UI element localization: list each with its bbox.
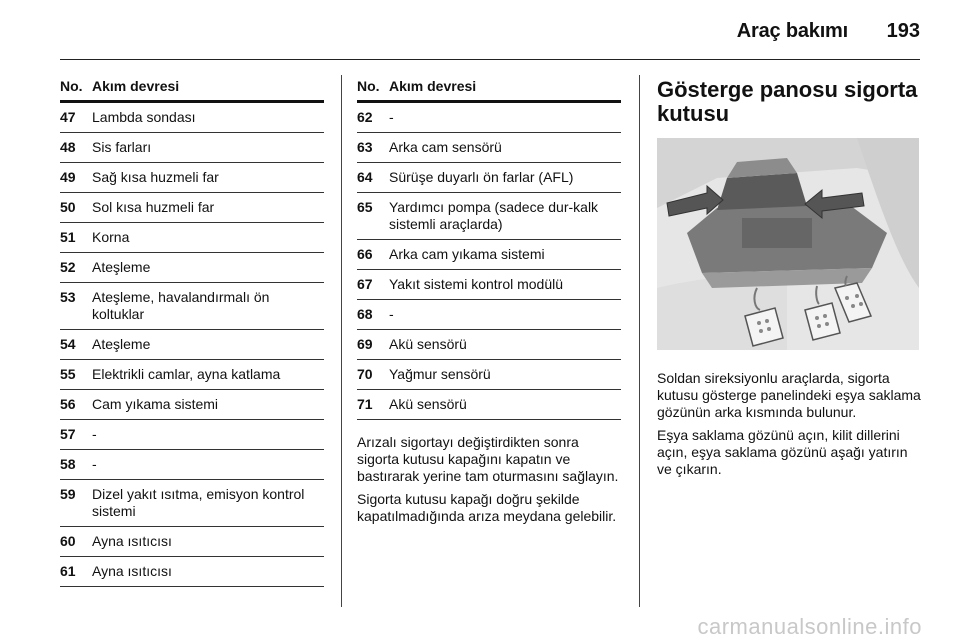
table-row xyxy=(60,330,324,360)
fuse-number: 56 xyxy=(60,396,76,412)
middle-column xyxy=(357,78,621,531)
circuit-name: Sürüşe duyarlı ön farlar (AFL) xyxy=(389,169,574,185)
header-rule xyxy=(60,59,920,60)
fuse-number: 62 xyxy=(357,109,373,125)
table-row xyxy=(357,193,621,240)
table-row xyxy=(357,133,621,163)
table-row xyxy=(60,223,324,253)
circuit-name: Sol kısa huzmeli far xyxy=(92,199,215,215)
table-row xyxy=(60,420,324,450)
fuse-number: 63 xyxy=(357,139,373,155)
no-header: No. xyxy=(60,78,83,94)
circuit-name: Arka cam yıkama sistemi xyxy=(389,246,545,262)
circuit-header: Akım devresi xyxy=(92,78,180,94)
circuit-name: Yağmur sensörü xyxy=(389,366,491,382)
table-row xyxy=(60,253,324,283)
fuse-number: 48 xyxy=(60,139,76,155)
table-row xyxy=(357,163,621,193)
fuse-number: 49 xyxy=(60,169,76,185)
circuit-name: - xyxy=(92,456,97,472)
table-row xyxy=(60,360,324,390)
paragraph: Soldan sireksiyonlu araçlarda, sigorta kutusu gösterge panelindeki eşya saklama gözünün arka kısmında bulunur. xyxy=(657,370,921,420)
table-row xyxy=(60,283,324,330)
table-row xyxy=(60,103,324,133)
paragraph: Arızalı sigortayı değiştirdikten sonra sigorta kutusu kapağını kapatın ve bastırarak yerine tam oturmasını sağlayın. xyxy=(357,434,619,484)
column-divider xyxy=(341,75,342,607)
table-row xyxy=(60,557,324,587)
fuse-number: 66 xyxy=(357,246,373,262)
paragraph: Sigorta kutusu kapağı doğru şekilde kapatılmadığında arıza meydana gelebilir. xyxy=(357,491,617,524)
circuit-name: Sağ kısa huzmeli far xyxy=(92,169,219,185)
circuit-name: Korna xyxy=(92,229,130,245)
circuit-name: Sis farları xyxy=(92,139,152,155)
table-row xyxy=(60,480,324,527)
fuse-number: 61 xyxy=(60,563,76,579)
circuit-name: Ateşleme xyxy=(92,259,151,275)
table-row xyxy=(357,270,621,300)
fuse-box-illustration xyxy=(657,138,919,350)
watermark: carmanualsonline.info xyxy=(697,614,922,639)
section-title: Gösterge panosu sigorta kutusu xyxy=(657,77,918,126)
fuse-number: 55 xyxy=(60,366,76,382)
fuse-number: 54 xyxy=(60,336,76,352)
fuse-number: 65 xyxy=(357,199,373,215)
table-row xyxy=(357,360,621,390)
circuit-name: Ateşleme xyxy=(92,336,151,352)
fuse-number: 60 xyxy=(60,533,76,549)
table-row xyxy=(60,133,324,163)
fuse-number: 71 xyxy=(357,396,373,412)
fuse-number: 64 xyxy=(357,169,373,185)
circuit-name: - xyxy=(92,426,97,442)
left-fuse-table xyxy=(60,78,324,587)
fuse-number: 47 xyxy=(60,109,76,125)
fuse-number: 50 xyxy=(60,199,76,215)
fuse-number: 59 xyxy=(60,486,76,502)
paragraph: Eşya saklama gözünü açın, kilit dillerini açın, eşya saklama gözünü aşağı yatırın ve çıkarın. xyxy=(657,427,908,477)
circuit-name: Akü sensörü xyxy=(389,396,467,412)
no-header: No. xyxy=(357,78,380,94)
circuit-name: Yardımcı pompa (sadece dur-kalk sistemli araçlarda) xyxy=(389,199,599,232)
table-header xyxy=(60,78,324,103)
circuit-name: Lambda sondası xyxy=(92,109,196,125)
right-column xyxy=(657,78,922,484)
fuse-number: 69 xyxy=(357,336,373,352)
circuit-name: Dizel yakıt ısıtma, emisyon kontrol sistemi xyxy=(92,486,305,519)
fuse-number: 53 xyxy=(60,289,76,305)
fuse-number: 70 xyxy=(357,366,373,382)
circuit-name: Ateşleme, havalandırmalı ön koltuklar xyxy=(92,289,270,322)
table-row xyxy=(357,390,621,420)
table-header xyxy=(357,78,621,103)
circuit-name: Elektrikli camlar, ayna katlama xyxy=(92,366,281,382)
page-number: 193 xyxy=(886,20,920,42)
fuse-number: 67 xyxy=(357,276,373,292)
circuit-name: Ayna ısıtıcısı xyxy=(92,533,172,549)
table-row xyxy=(60,390,324,420)
table-row xyxy=(357,330,621,360)
page-header xyxy=(0,0,960,60)
circuit-name: - xyxy=(389,306,394,322)
circuit-name: Arka cam sensörü xyxy=(389,139,502,155)
table-row xyxy=(357,240,621,270)
header-title: Araç bakımı xyxy=(736,20,848,42)
column-divider xyxy=(639,75,640,607)
circuit-name: Cam yıkama sistemi xyxy=(92,396,219,412)
circuit-header: Akım devresi xyxy=(389,78,477,94)
table-row xyxy=(60,450,324,480)
circuit-name: - xyxy=(389,109,394,125)
fuse-number: 51 xyxy=(60,229,76,245)
table-row xyxy=(60,163,324,193)
fuse-number: 52 xyxy=(60,259,76,275)
fuse-number: 58 xyxy=(60,456,76,472)
table-row xyxy=(357,300,621,330)
fuse-number: 57 xyxy=(60,426,76,442)
circuit-name: Ayna ısıtıcısı xyxy=(92,563,172,579)
table-row xyxy=(60,193,324,223)
circuit-name: Akü sensörü xyxy=(389,336,467,352)
table-row xyxy=(357,103,621,133)
circuit-name: Yakıt sistemi kontrol modülü xyxy=(389,276,564,292)
table-row xyxy=(60,527,324,557)
fuse-number: 68 xyxy=(357,306,373,322)
